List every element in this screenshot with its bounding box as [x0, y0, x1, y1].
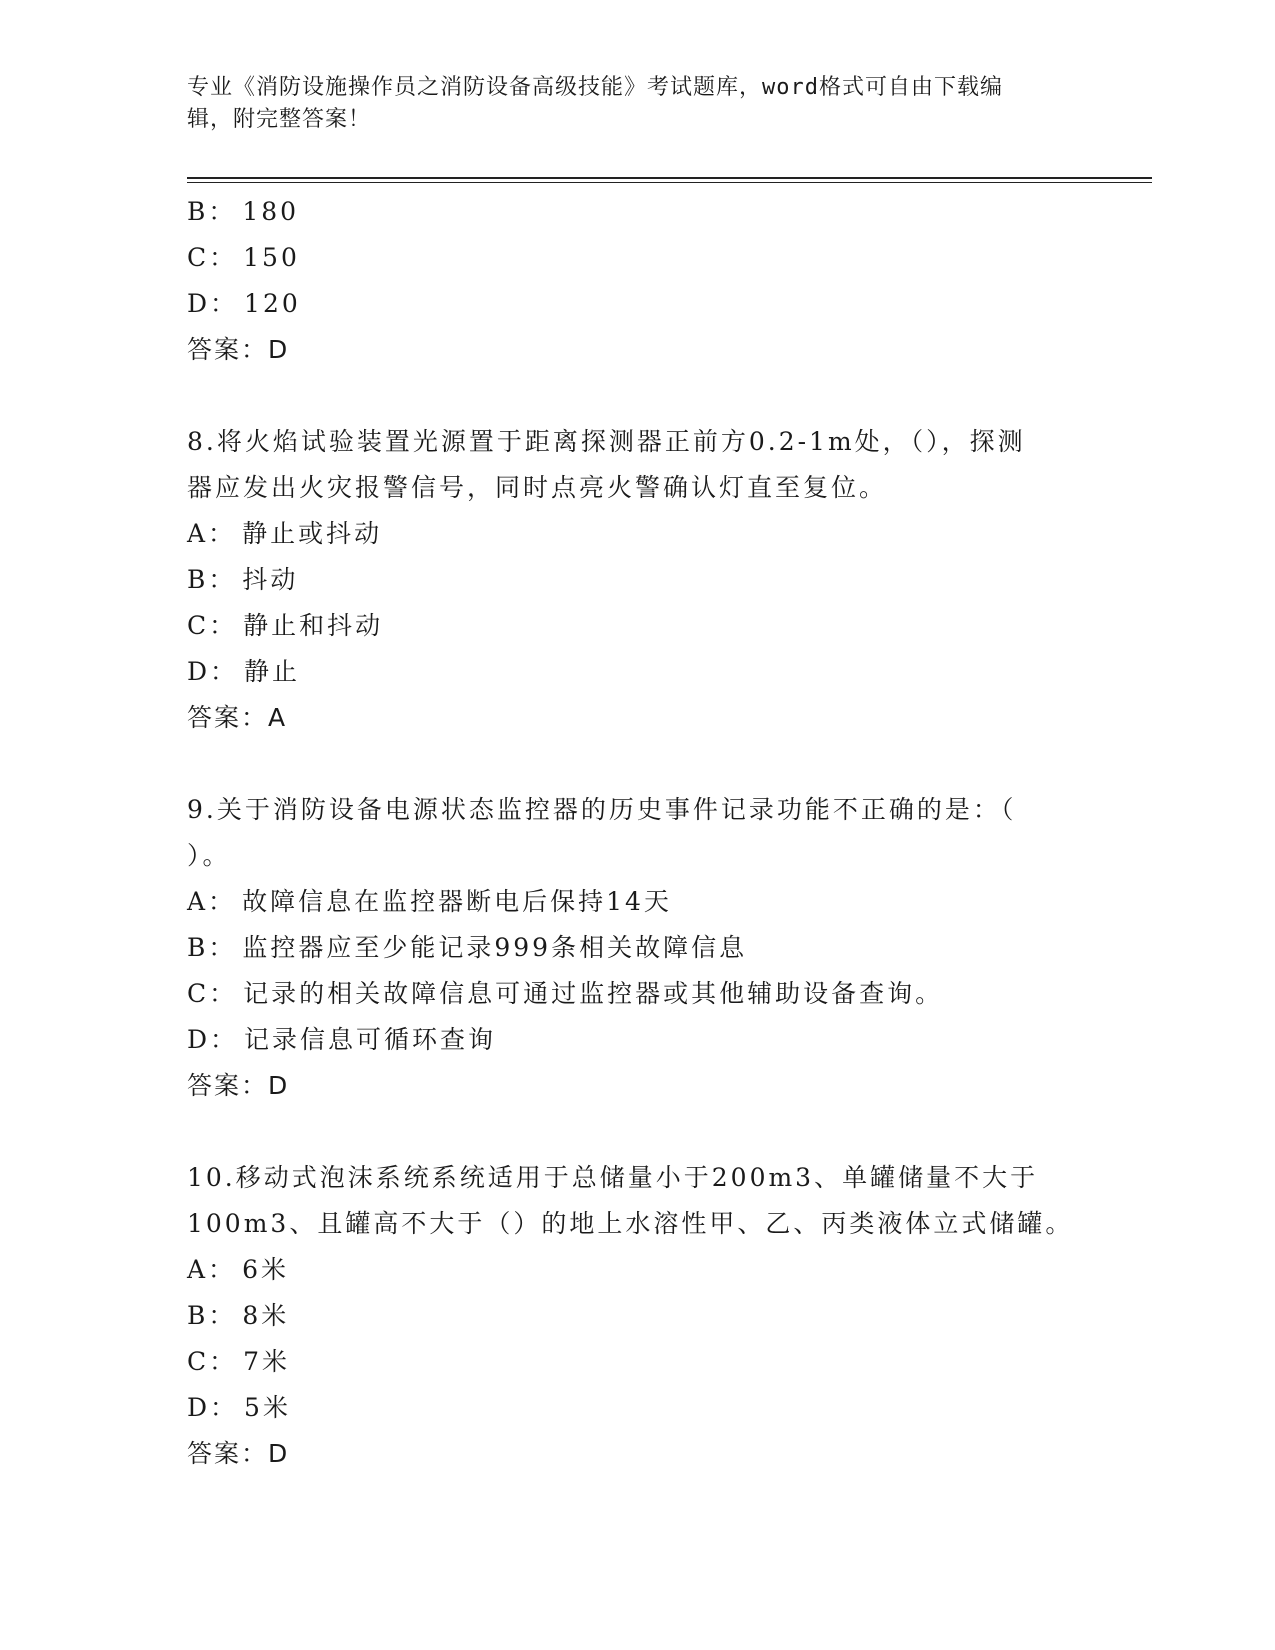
option-text: 故障信息在监控器断电后保持14天 [242, 887, 672, 916]
option-letter: D： [187, 1393, 239, 1422]
option-text: 8米 [242, 1301, 290, 1330]
answer-line: 答案：D [187, 335, 290, 364]
option-b [187, 557, 1077, 603]
header-line-1: 专业《消防设施操作员之消防设备高级技能》考试题库，word格式可自由下载编 [187, 75, 1003, 100]
option-text: 静止或抖动 [242, 519, 383, 548]
option-letter: A： [187, 519, 237, 548]
option-text: 监控器应至少能记录999条相关故障信息 [242, 933, 748, 962]
header-rule-thick [187, 177, 1152, 179]
option-text: 5米 [244, 1393, 291, 1422]
option-text: 6米 [242, 1255, 289, 1284]
option-a [187, 879, 1077, 925]
option-letter: D： [187, 289, 239, 318]
question-9 [187, 787, 1077, 1109]
spacer [187, 741, 1077, 787]
question-text-line-1: 10.移动式泡沫系统系统适用于总储量小于200m3、单罐储量不大于 [187, 1163, 1039, 1192]
option-letter: C： [187, 243, 238, 272]
option-letter: A： [187, 887, 237, 916]
option-a [187, 1247, 1077, 1293]
option-text: 静止和抖动 [243, 611, 384, 640]
question-text-line-2: ）。 [187, 841, 231, 870]
header-rule-thin [187, 182, 1152, 183]
question-text-line-2: 器应发出火灾报警信号，同时点亮火警确认灯直至复位。 [187, 473, 888, 502]
option-text: 180 [242, 197, 300, 226]
option-letter: C： [187, 611, 238, 640]
option-d [187, 1017, 1077, 1063]
option-text: 7米 [243, 1347, 291, 1376]
document-header [187, 72, 1067, 136]
answer-line: 答案：A [187, 703, 288, 732]
option-letter: D： [187, 1025, 239, 1054]
option-text: 静止 [244, 657, 301, 686]
prev-question [187, 189, 1077, 373]
option-letter: D： [187, 657, 239, 686]
option-a [187, 511, 1077, 557]
question-text-line-2: 100m3、且罐高不大于（）的地上水溶性甲、乙、丙类液体立式储罐。 [187, 1209, 1074, 1238]
spacer [187, 1109, 1077, 1155]
option-d [187, 281, 1077, 327]
option-c [187, 603, 1077, 649]
option-d [187, 1385, 1077, 1431]
option-text: 150 [243, 243, 300, 272]
option-b [187, 1293, 1077, 1339]
option-letter: C： [187, 1347, 238, 1376]
answer-line: 答案：D [187, 1439, 290, 1468]
option-letter: B： [187, 933, 237, 962]
option-c [187, 1339, 1077, 1385]
option-letter: B： [187, 565, 237, 594]
question-text-line-1: 8.将火焰试验装置光源置于距离探测器正前方0.2-1m处，（），探测 [187, 427, 1026, 456]
option-text: 记录的相关故障信息可通过监控器或其他辅助设备查询。 [243, 979, 944, 1008]
option-c [187, 971, 1077, 1017]
option-text: 记录信息可循环查询 [244, 1025, 497, 1054]
option-letter: A： [187, 1255, 237, 1284]
option-letter: B： [187, 1301, 237, 1330]
option-b [187, 189, 1077, 235]
option-letter: C： [187, 979, 238, 1008]
spacer [187, 373, 1077, 419]
option-b [187, 925, 1077, 971]
question-content [187, 189, 1077, 1477]
option-text: 抖动 [242, 565, 299, 594]
option-d [187, 649, 1077, 695]
question-text-line-1: 9.关于消防设备电源状态监控器的历史事件记录功能不正确的是：（ [187, 795, 1017, 824]
header-line-2: 辑，附完整答案！ [187, 107, 372, 132]
option-letter: B： [187, 197, 237, 226]
answer-line: 答案：D [187, 1071, 290, 1100]
option-c [187, 235, 1077, 281]
question-8 [187, 419, 1077, 741]
question-10 [187, 1155, 1077, 1477]
option-text: 120 [244, 289, 301, 318]
